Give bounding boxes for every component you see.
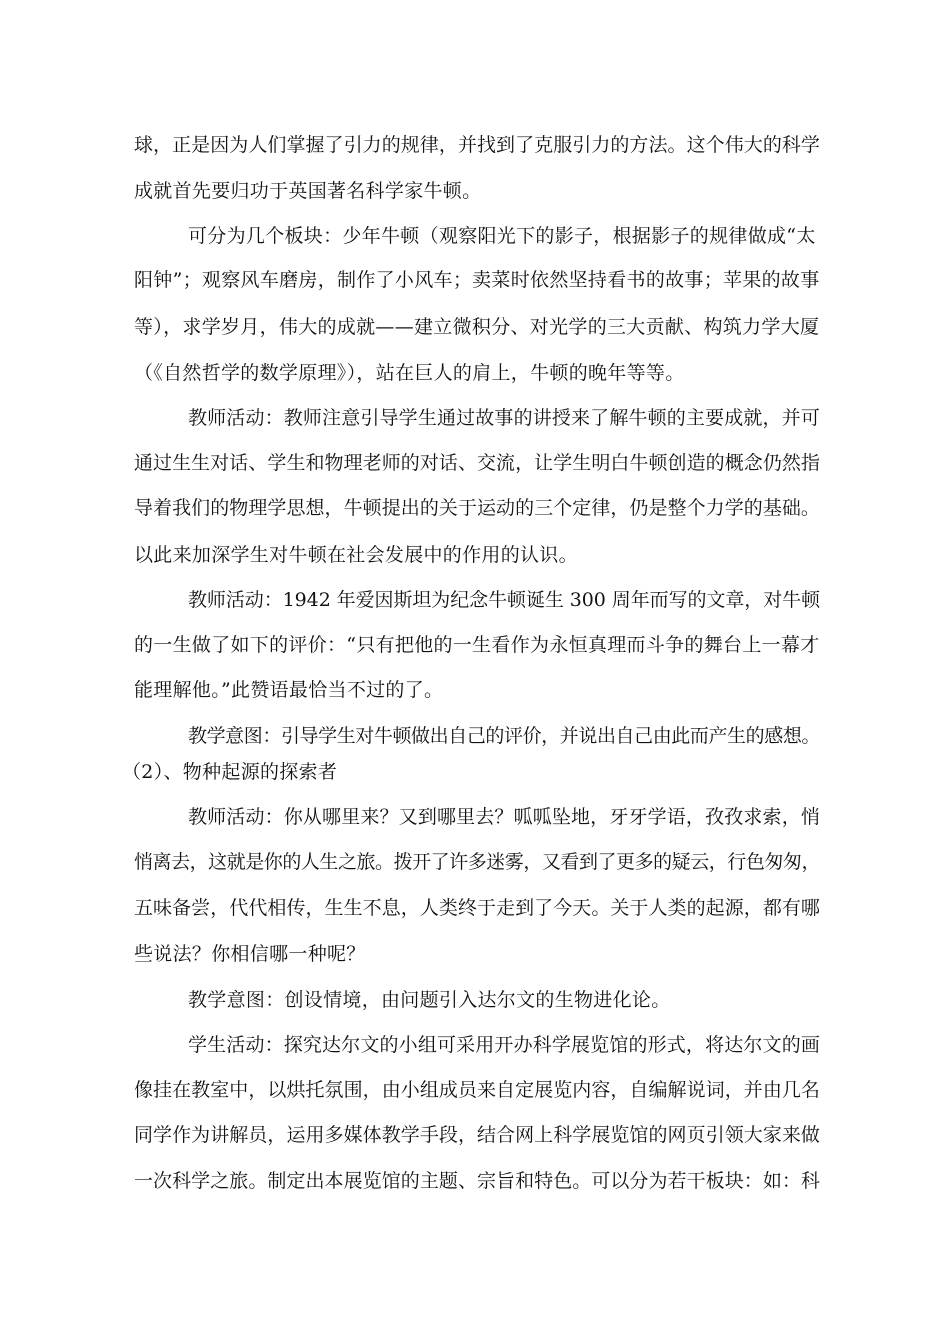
- text-line: 同学作为讲解员，运用多媒体教学手段，结合网上科学展览馆的网页引领大家来做: [134, 1124, 820, 1146]
- text-line: 球，正是因为人们掌握了引力的规律，并找到了克服引力的方法。这个伟大的科学: [134, 134, 820, 156]
- text-line: 些说法？你相信哪一种呢？: [134, 943, 366, 965]
- text-line: 五味备尝，代代相传，生生不息，人类终于走到了今天。关于人类的起源，都有哪: [134, 897, 820, 919]
- text-line: 教师活动：教师注意引导学生通过故事的讲授来了解牛顿的主要成就，并可: [188, 407, 820, 429]
- text-line: 像挂在教室中，以烘托氛围，由小组成员来自定展览内容，自编解说词，并由几名: [134, 1079, 820, 1101]
- text-line: 可分为几个板块：少年牛顿（观察阳光下的影子，根据影子的规律做成“太: [188, 225, 816, 247]
- text-line: 阳钟”；观察风车磨房，制作了小风车；卖菜时依然坚持看书的故事；苹果的故事: [134, 269, 820, 291]
- text-line: 教学意图：引导学生对牛顿做出自己的评价，并说出自己由此而产生的感想。: [188, 725, 820, 747]
- text-line: （《自然哲学的数学原理》），站在巨人的肩上，牛顿的晚年等等。: [134, 362, 685, 384]
- text-line: 教学意图：创设情境，由问题引入达尔文的生物进化论。: [188, 989, 671, 1011]
- section-heading: （2）、物种起源的探索者: [122, 761, 338, 783]
- text-line: 等），求学岁月，伟大的成就——建立微积分、对光学的三大贡献、构筑力学大厦: [134, 316, 820, 338]
- text-line: 教师活动：你从哪里来？又到哪里去？呱呱坠地，牙牙学语，孜孜求索，悄: [188, 806, 820, 828]
- text-line: 学生活动：探究达尔文的小组可采用开办科学展览馆的形式，将达尔文的画: [188, 1034, 820, 1056]
- text-line: 一次科学之旅。制定出本展览馆的主题、宗旨和特色。可以分为若干板块：如：科: [134, 1170, 820, 1192]
- text-line: 教师活动：1942 年爱因斯坦为纪念牛顿诞生 300 周年而写的文章，对牛顿: [188, 589, 820, 611]
- text-line: 通过生生对话、学生和物理老师的对话、交流，让学生明白牛顿创造的概念仍然指: [134, 452, 820, 474]
- text-line: 悄离去，这就是你的人生之旅。拨开了许多迷雾，又看到了更多的疑云，行色匆匆，: [134, 851, 820, 873]
- text-line: 能理解他。”此赞语最恰当不过的了。: [134, 679, 444, 701]
- text-line: 成就首先要归功于英国著名科学家牛顿。: [134, 180, 482, 202]
- text-line: 的一生做了如下的评价：“只有把他的一生看作为永恒真理而斗争的舞台上一幕才: [134, 634, 820, 656]
- text-line: 导着我们的物理学思想，牛顿提出的关于运动的三个定律，仍是整个力学的基础。: [134, 497, 820, 519]
- text-line: 以此来加深学生对牛顿在社会发展中的作用的认识。: [134, 544, 578, 566]
